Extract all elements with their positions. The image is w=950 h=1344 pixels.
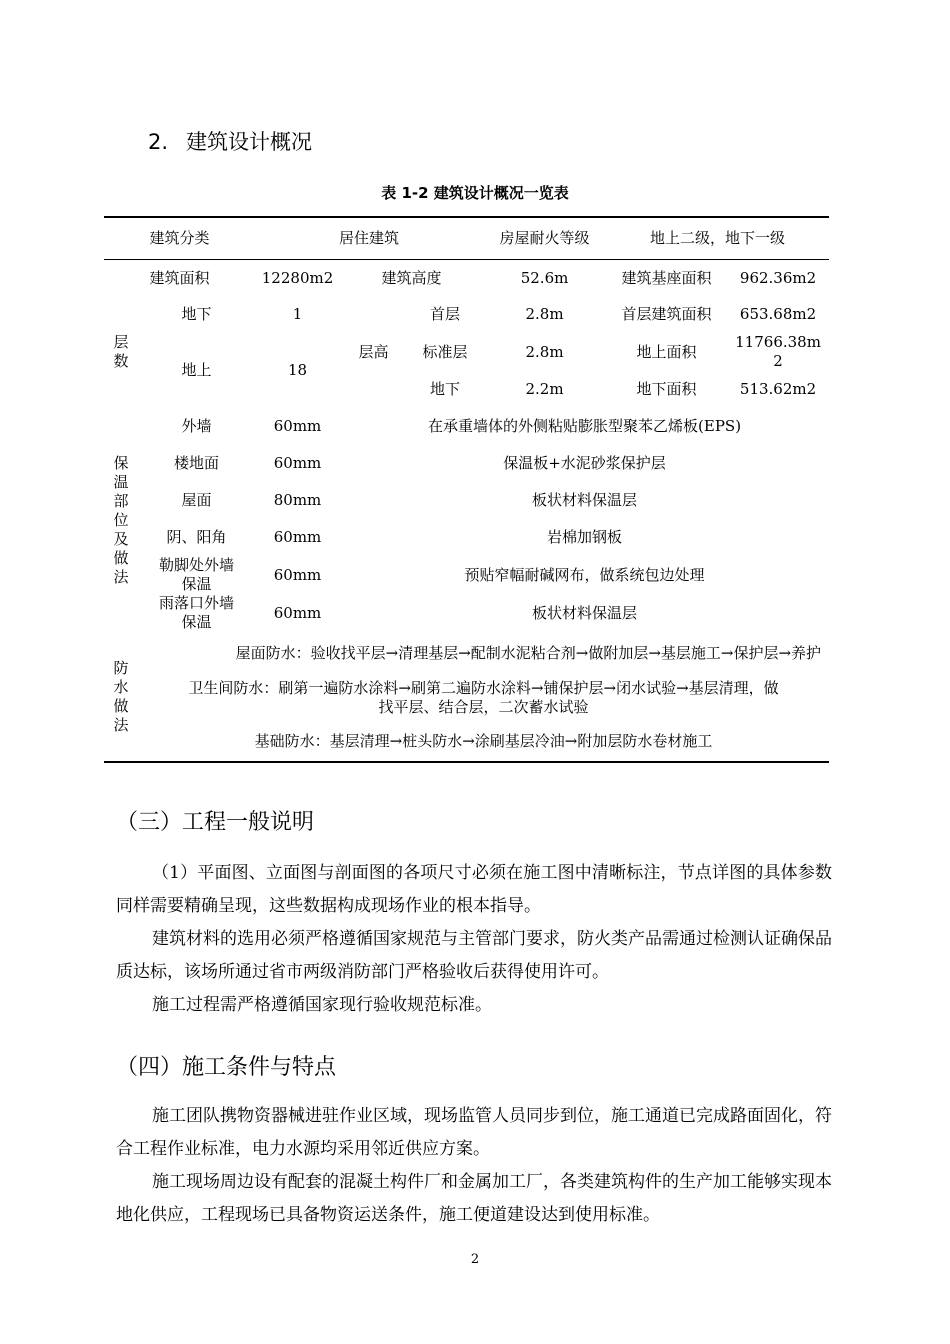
table-cell: 地下 — [430, 380, 461, 398]
table-row — [104, 632, 829, 675]
table-cell: 962.36m2 — [727, 260, 829, 297]
insulation-group-label — [104, 408, 138, 632]
table-row — [104, 217, 829, 260]
heading-number: 2. — [148, 130, 169, 154]
table-cell: 建筑面积 — [104, 260, 255, 297]
table-cell: 首层 — [430, 305, 461, 323]
table-cell: 房屋耐火等级 — [483, 217, 606, 260]
table-cell: 地下 — [181, 305, 212, 323]
table-cell: 外墙 — [181, 417, 212, 435]
table-row — [104, 675, 829, 721]
table-cell: 地上二级，地下一级 — [606, 217, 829, 260]
section-heading — [148, 126, 312, 156]
table-cell: 保温板+水泥砂浆保护层 — [503, 454, 666, 472]
section3-body — [116, 857, 832, 1022]
table-cell: 12280m2 — [255, 260, 340, 297]
table-cell: 板状材料保温层 — [532, 603, 638, 622]
table-row — [104, 296, 829, 333]
table-cell: 建筑分类 — [104, 217, 255, 260]
table-cell: 513.62m2 — [739, 380, 817, 398]
table-cell: 首层建筑面积 — [621, 305, 712, 323]
table-cell: 板状材料保温层 — [532, 491, 638, 509]
table-cell: 标准层 — [422, 342, 468, 361]
building-design-table — [104, 216, 829, 763]
table-cell: 岩棉加钢板 — [547, 528, 623, 546]
waterproof-label-text: 防 水 做 法 — [113, 658, 129, 734]
table-cell: 屋面 — [181, 491, 212, 509]
floors-group-label — [104, 296, 138, 408]
table-cell: 地上 — [181, 361, 212, 379]
heading-title: 建筑设计概况 — [186, 130, 312, 154]
table-caption: 表 1-2 建筑设计概况一览表 — [381, 184, 569, 202]
table-row — [104, 482, 829, 519]
section4-body — [116, 1100, 832, 1232]
table-cell: 60mm — [273, 454, 322, 472]
table-cell: 2.8m — [525, 342, 564, 361]
paragraph: （1）平面图、立面图与剖面图的各项尺寸必须在施工图中清晰标注，节点详图的具体参数同样需要精确呈现，这些数据构成现场作业的根本指导。 — [116, 863, 832, 916]
layer-height-label: 层高 — [358, 342, 389, 361]
paragraph: 施工现场周边设有配套的混凝土构件厂和金属加工厂，各类建筑构件的生产加工能够实现本地化供应，工程现场已具备物资运送条件，施工便道建设达到使用标准。 — [116, 1172, 832, 1225]
table-cell: 地上面积 — [636, 342, 697, 361]
table-cell: 18 — [287, 361, 308, 379]
table-cell: 653.68m2 — [739, 305, 817, 323]
table-row — [104, 333, 829, 371]
table-cell: 80mm — [273, 491, 322, 509]
table-cell: 11766.38m 2 — [735, 333, 821, 370]
table-cell: 60mm — [273, 565, 322, 584]
table-cell: 建筑基座面积 — [606, 260, 727, 297]
table-row — [104, 408, 829, 445]
table-row — [104, 519, 829, 556]
table-cell: 预贴窄幅耐碱网布，做系统包边处理 — [464, 565, 705, 584]
paragraph: 建筑材料的选用必须严格遵循国家规范与主管部门要求，防火类产品需通过检测认证确保品质达标，该场所通过省市两级消防部门严格验收后获得使用许可。 — [116, 929, 832, 982]
waterproof-group-label — [104, 632, 138, 762]
paragraph: 施工团队携物资器械进驻作业区域，现场监管人员同步到位，施工通道已完成路面固化，符合工程作业标准，电力水源均采用邻近供应方案。 — [116, 1106, 832, 1159]
paragraph: 施工过程需严格遵循国家现行验收规范标准。 — [152, 995, 492, 1015]
table-cell: 60mm — [273, 417, 322, 435]
table-cell: 居住建筑 — [255, 217, 483, 260]
table-cell: 2.8m — [525, 305, 564, 323]
section3-title: （三）工程一般说明 — [116, 810, 315, 835]
table-row — [104, 721, 829, 762]
table-cell: 建筑高度 — [340, 260, 483, 297]
table-cell: 屋面防水：验收找平层→清理基层→配制水泥粘合剂→做附加层→基层施工→保护层→养护 — [235, 644, 822, 662]
table-row — [104, 594, 829, 632]
table-row — [104, 445, 829, 482]
table-cell: 2.2m — [525, 380, 564, 398]
table-cell: 在承重墙体的外侧粘贴膨胀型聚苯乙烯板(EPS) — [428, 417, 742, 435]
section4-title: （四）施工条件与特点 — [116, 1055, 337, 1080]
table-cell: 60mm — [273, 603, 322, 622]
table-cell: 52.6m — [483, 260, 606, 297]
floors-label-text: 层 数 — [113, 333, 129, 370]
table-cell: 基础防水：基层清理→桩头防水→涂刷基层冷油→附加层防水卷材施工 — [138, 721, 829, 762]
table-cell: 卫生间防水：刷第一遍防水涂料→刷第二遍防水涂料→铺保护层→闭水试验→基层清理，做 找平层、结合层，二次蓄水试验 — [188, 679, 779, 716]
table-cell: 楼地面 — [174, 454, 220, 472]
table-cell: 勒脚处外墙 保温 — [159, 556, 235, 593]
table-cell: 阴、阳角 — [166, 528, 227, 546]
table-row — [104, 556, 829, 594]
table-row — [104, 260, 829, 297]
table-cell: 1 — [292, 305, 303, 323]
table-cell: 雨落口外墙 保温 — [159, 594, 235, 631]
table-cell: 地下面积 — [636, 380, 697, 398]
table-cell: 60mm — [273, 528, 322, 546]
page-number: 2 — [470, 1252, 480, 1267]
insulation-label-text: 保 温 部 位 及 做 法 — [113, 453, 129, 586]
